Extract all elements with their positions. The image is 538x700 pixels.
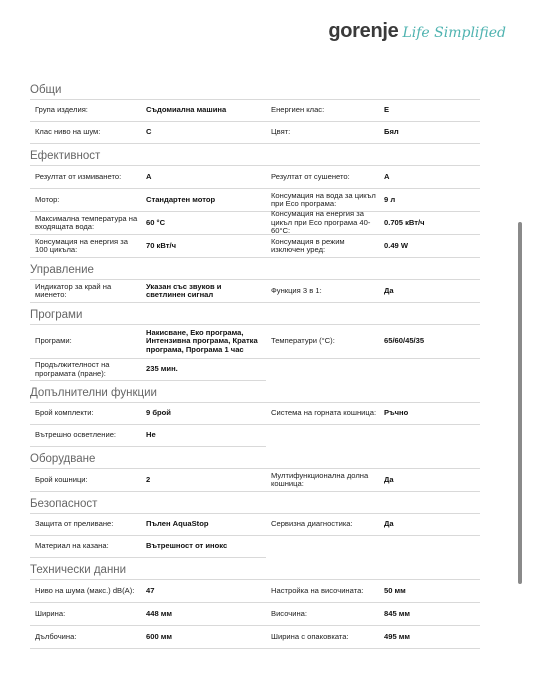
spec-label: Настройка на височината: <box>271 585 364 595</box>
spec-label: Консумация в режим изключен уред: <box>271 236 345 254</box>
spec-cell <box>266 603 480 626</box>
brand-name: gorenje <box>328 20 399 42</box>
spec-label: Защита от преливане: <box>35 519 114 529</box>
spec-label: Продължителност на програмата (пране): <box>35 360 110 378</box>
spec-cell <box>30 603 266 626</box>
spec-label: Температури (°C): <box>271 336 335 346</box>
spec-label: Консумация на енергия за цикъл при Eco програма 40-60°C: <box>271 209 371 236</box>
section-title: Технически данни <box>30 560 480 580</box>
spec-value: Да <box>384 474 394 484</box>
spec-row <box>30 626 480 649</box>
spec-label: Функция 3 в 1: <box>271 285 322 295</box>
spec-row <box>30 100 480 122</box>
spec-cell <box>30 122 266 144</box>
spec-value: 2 <box>146 474 151 484</box>
spec-label: Максимална температура на входящата вода: <box>35 213 138 231</box>
spec-cell <box>266 235 480 258</box>
spec-cell <box>30 189 266 212</box>
spec-label: Дълбочина: <box>35 631 77 641</box>
spec-value: A <box>146 171 152 181</box>
spec-value: 70 кВт/ч <box>146 240 176 250</box>
spec-cell <box>266 469 480 492</box>
spec-value: 600 мм <box>146 631 173 641</box>
spec-value: 448 мм <box>146 608 173 618</box>
spec-value: 50 мм <box>384 585 406 595</box>
spec-row <box>30 425 480 447</box>
spec-cell <box>266 166 480 189</box>
spec-label: Индикатор за край на миенето: <box>35 281 112 299</box>
spec-value: 845 мм <box>384 608 411 618</box>
spec-label: Брой комплекти: <box>35 408 94 418</box>
spec-cell <box>30 280 266 303</box>
spec-row <box>30 469 480 492</box>
spec-cell <box>266 580 480 603</box>
spec-row <box>30 536 480 558</box>
spec-row <box>30 403 480 425</box>
scrollbar[interactable] <box>518 222 522 584</box>
spec-value: Указан със звуков и светлинен сигнал <box>146 281 222 299</box>
spec-label: Консумация на енергия за 100 цикъла: <box>35 236 128 254</box>
spec-label: Брой кошници: <box>35 474 88 484</box>
spec-value: Съдомиална машина <box>146 105 227 115</box>
spec-label: Система на горната кошница: <box>271 408 377 418</box>
spec-label: Мултифункционална долна кошница: <box>271 470 369 488</box>
spec-cell <box>30 166 266 189</box>
spec-cell <box>30 403 266 425</box>
spec-value: 65/60/45/35 <box>384 336 425 346</box>
spec-cell <box>266 100 480 122</box>
section-title: Програми <box>30 305 480 325</box>
spec-cell <box>30 580 266 603</box>
spec-value: C <box>146 127 152 137</box>
spec-row <box>30 359 480 381</box>
spec-value: Накисване, Еко програма, Интензивна програма, Кратка програма, Програма 1 час <box>146 327 258 354</box>
spec-value: Не <box>146 430 156 440</box>
spec-cell <box>266 403 480 425</box>
spec-value: 235 мин. <box>146 364 178 374</box>
section-title: Безопасност <box>30 494 480 514</box>
spec-cell <box>266 209 480 236</box>
spec-cell <box>30 425 266 447</box>
spec-cell <box>266 626 480 649</box>
spec-row <box>30 166 480 189</box>
spec-row <box>30 580 480 603</box>
spec-value: E <box>384 105 390 115</box>
spec-value: Вътрешност от инокс <box>146 541 228 551</box>
spec-value: Стандартен мотор <box>146 194 216 204</box>
spec-row <box>30 325 480 359</box>
spec-row <box>30 209 480 236</box>
spec-value: Да <box>384 519 394 529</box>
spec-value: 0.49 W <box>384 240 409 250</box>
spec-cell <box>266 514 480 536</box>
section-title: Оборудване <box>30 449 480 469</box>
spec-cell <box>266 425 480 447</box>
spec-cell <box>30 325 266 359</box>
spec-value: 9 л <box>384 194 396 204</box>
spec-cell <box>30 235 266 258</box>
spec-label: Цвят: <box>271 127 291 137</box>
spec-sheet <box>30 78 480 649</box>
spec-value: Пълен AquaStop <box>146 519 209 529</box>
spec-value: 495 мм <box>384 631 411 641</box>
spec-label: Ниво на шума (макс.) dB(A): <box>35 585 135 595</box>
spec-value: Ръчно <box>384 408 409 418</box>
spec-value: 60 °C <box>146 217 166 227</box>
spec-value: 47 <box>146 585 155 595</box>
spec-label: Енергиен клас: <box>271 105 325 115</box>
spec-row <box>30 189 480 212</box>
section-title: Управление <box>30 260 480 280</box>
spec-label: Мотор: <box>35 194 60 204</box>
brand-logo[interactable] <box>328 20 506 44</box>
spec-value: Бял <box>384 127 399 137</box>
spec-row <box>30 122 480 144</box>
spec-cell <box>266 536 480 558</box>
spec-cell <box>266 359 480 381</box>
spec-label: Ширина с опаковката: <box>271 631 349 641</box>
spec-label: Клас ниво на шум: <box>35 127 101 137</box>
section-title: Общи <box>30 80 480 100</box>
spec-row <box>30 280 480 303</box>
spec-label: Вътрешно осветление: <box>35 430 117 440</box>
spec-value: Да <box>384 285 394 295</box>
brand-tagline: Life Simplified <box>402 25 506 41</box>
spec-label: Материал на казана: <box>35 541 109 551</box>
spec-cell <box>30 100 266 122</box>
spec-label: Резултат от сушенето: <box>271 171 350 181</box>
spec-cell <box>266 325 480 359</box>
spec-label: Ширина: <box>35 608 66 618</box>
spec-row <box>30 603 480 626</box>
spec-cell <box>30 514 266 536</box>
spec-label: Група изделия: <box>35 105 88 115</box>
section-title: Допълнителни функции <box>30 383 480 403</box>
spec-cell <box>30 359 266 381</box>
spec-value: 0.705 кВт/ч <box>384 217 425 227</box>
spec-label: Консумация на вода за цикъл при Eco програма: <box>271 190 376 208</box>
spec-cell <box>30 536 266 558</box>
spec-label: Програми: <box>35 336 72 346</box>
spec-label: Сервизна диагностика: <box>271 519 353 529</box>
spec-cell <box>30 212 266 235</box>
spec-cell <box>266 280 480 303</box>
spec-label: Резултат от измиването: <box>35 171 122 181</box>
page-header <box>0 0 538 60</box>
spec-row <box>30 235 480 258</box>
spec-label: Височина: <box>271 608 307 618</box>
spec-cell <box>30 469 266 492</box>
section-title: Ефективност <box>30 146 480 166</box>
spec-row <box>30 514 480 536</box>
spec-cell <box>30 626 266 649</box>
spec-value: A <box>384 171 390 181</box>
spec-cell <box>266 122 480 144</box>
spec-value: 9 брой <box>146 408 171 418</box>
